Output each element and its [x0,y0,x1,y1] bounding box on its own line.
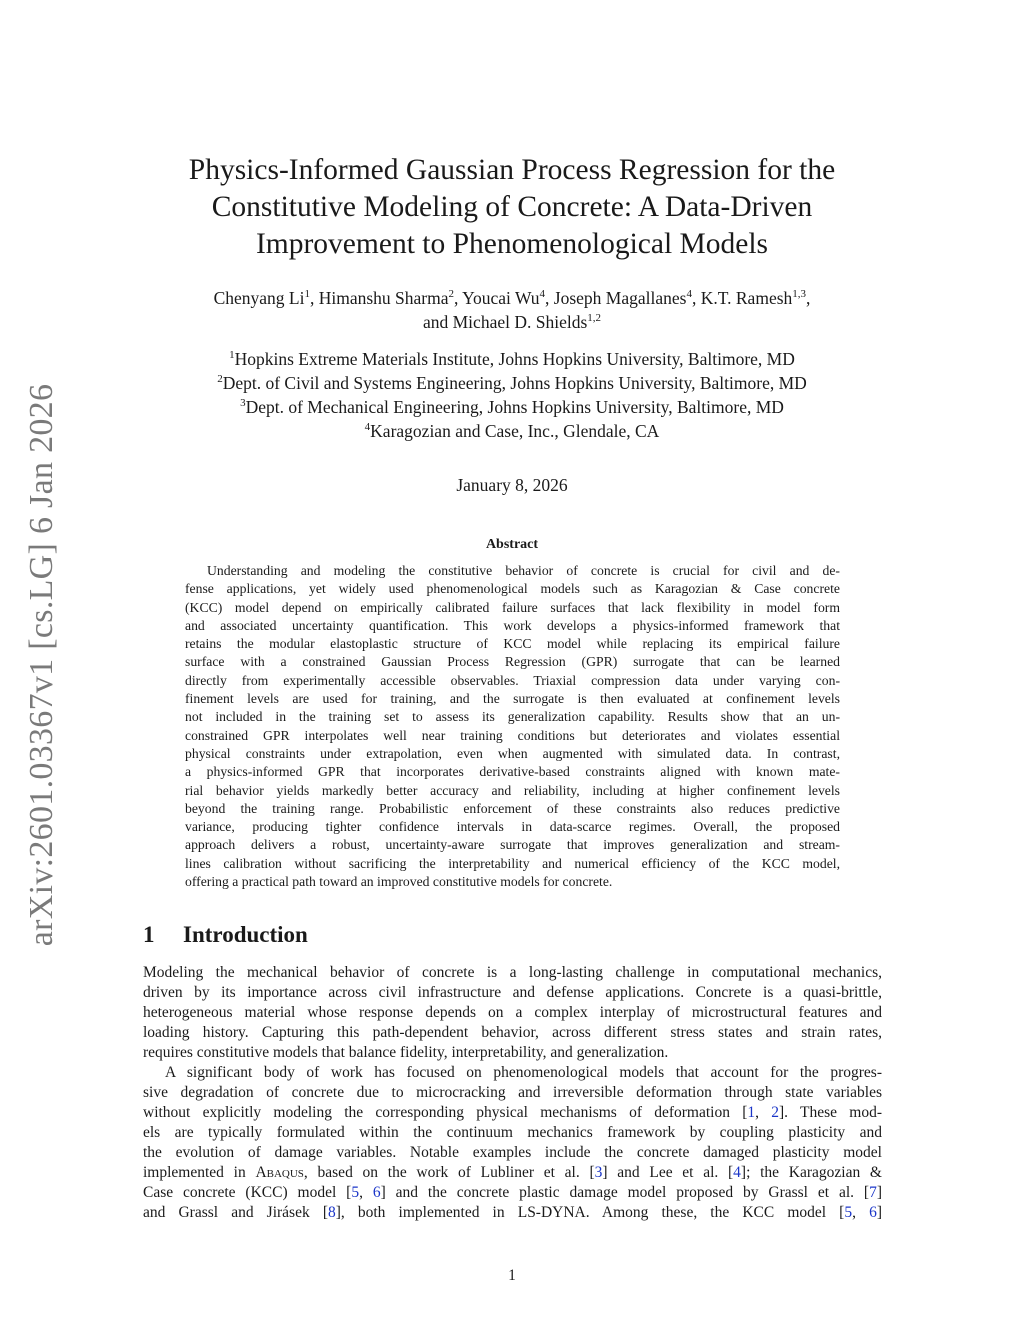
citation-link[interactable]: 1 [747,1104,756,1121]
author-affil-marker: 4 [686,288,692,301]
citation-link[interactable]: 7 [869,1184,877,1201]
paragraph-line: A significant body of work has focused on phenomenological models that account for the progres- [165,1064,882,1081]
text-run: ] and the concrete plastic damage model proposed by Grassl et al. [ [380,1184,870,1201]
affiliation-marker: 1 [229,349,235,362]
abstract-line: beyond the training range. Probabilistic enforcement of these constraints also reduces predictive [185,800,840,816]
author-affil-marker: 1 [304,288,310,301]
text-run: ] [876,1184,883,1201]
abstract-line: retains the modular elastoplastic structure of KCC model while replacing its empirical failure [185,636,840,652]
abstract-line: finement levels are used for training, and the surrogate is then evaluated at confinement levels [185,691,840,707]
title-line: Improvement to Phenomenological Models [255,228,769,260]
abstract-line: approach delivers a robust, uncertainty-aware surrogate that improves generalization and stream- [185,837,840,853]
affiliation-marker: 2 [217,373,223,386]
abstract-line: Understanding and modeling the constitutive behavior of concrete is crucial for civil and de- [207,563,840,578]
paragraph-line: Case concrete (KCC) model [5, 6] and the concrete plastic damage model proposed by Grassl et al. [7] [143,1184,883,1201]
author-affil-marker: 1,2 [587,312,602,325]
citation-link[interactable]: 6 [372,1184,381,1201]
abstract-line: and associated uncertainty quantification. This work develops a physics-informed framework that [185,617,840,633]
paragraph-line: els are typically formulated within the continuum mechanics framework by coupling plasticity and [143,1124,882,1141]
abstract-line: a physics-informed GPR that incorporates derivative-based constraints aligned with known mate- [185,764,840,780]
paragraph-line: requires constitutive models that balance fidelity, interpretability, and generalization. [143,1044,669,1061]
affiliation-text: Dept. of Civil and Systems Engineering, Johns Hopkins University, Baltimore, MD [222,373,807,393]
introduction-body [143,963,882,1223]
author-line: Chenyang Li$^1$, Himanshu Sharma$^2$, Youcai Wu$^4$, Joseph Magallanes$^4$, K.T. Ramesh$^{1,3}$, [213,288,811,308]
abstract-line: physical constraints under extrapolation, even when augmented with simulated data. In contrast, [185,745,840,761]
software-name: Abaqus [255,1164,304,1181]
affiliation-list [120,347,904,443]
paragraph-line: and Grassl and Jirásek [8], both implemented in LS-DYNA. Among these, the KCC model [5, 6] [143,1204,882,1221]
title-line: Physics-Informed Gaussian Process Regression for the [188,154,836,186]
abstract-line: fense applications, yet widely used phenomenological models such as Karagozian & Case concrete [185,581,840,597]
abstract-line: offering a practical path toward an improved constitutive models for concrete. [185,874,613,890]
publication-date: January 8, 2026 [456,475,568,495]
paragraph-line: sive degradation of concrete due to microcracking and irreversible deformation through state variables [143,1084,882,1101]
author-affil-marker: 4 [539,288,546,301]
affiliation [120,395,904,419]
abstract-line: rial behavior yields markedly better accuracy and reliability, including at higher confinement levels [185,782,840,798]
text-run: ]. These mod- [779,1104,882,1121]
text-run: ] and Lee et al. [ [602,1164,734,1181]
affiliation-marker: 3 [240,397,246,410]
section-number: 1 [143,922,155,947]
author-list [120,286,904,334]
text-run: ]; the Karagozian & [740,1164,882,1181]
citation-link[interactable]: 3 [594,1164,603,1181]
text-run: and Grassl and Jirásek [ [143,1204,328,1221]
text-run: ] [876,1204,882,1221]
citation-link[interactable]: 4 [733,1164,741,1181]
text-run: , based on the work of Lubliner et al. [ [303,1164,595,1181]
paragraph-line: heterogeneous material whose response depends on a complex interplay of microstructural features and [143,1004,882,1021]
abstract-line: lines calibration without sacrificing the interpretability and numerical efficiency of the KCC model, [185,855,840,871]
abstract-heading: Abstract [485,537,539,552]
text-run: implemented in [143,1164,256,1181]
citation-link[interactable]: 6 [869,1204,877,1221]
abstract-text [185,562,840,891]
author-affil-marker: 2 [448,288,455,301]
text-run: ], both implemented in LS-DYNA. Among these, the KCC model [ [335,1204,845,1221]
abstract-line: surface with a constrained Gaussian Process Regression (GPR) surrogate that can be learned [185,654,840,670]
text-run: without explicitly modeling the corresponding physical mechanisms of deformation [ [143,1104,748,1121]
affiliation-text: Hopkins Extreme Materials Institute, Johns Hopkins University, Baltimore, MD [234,349,795,369]
paragraph-line: loading history. Capturing this path-dependent behavior, across different stress states and strain rates, [143,1024,882,1041]
affiliation-marker: 4 [364,421,371,434]
abstract-line: directly from experimentally accessible observables. Triaxial compression data under varying con- [185,672,840,688]
text-run: Case concrete (KCC) model [ [143,1184,352,1201]
abstract-line: not included in the training set to assess its generalization capability. Results show that an un- [185,709,840,725]
title-line: Constitutive Modeling of Concrete: A Data-Driven [211,191,813,223]
affiliation [120,347,904,371]
author-name: K.T. Ramesh [700,288,793,308]
citation-link[interactable]: 2 [771,1104,780,1121]
affiliation-text: Dept. of Mechanical Engineering, Johns Hopkins University, Baltimore, MD [245,397,784,417]
section-heading-introduction [143,921,308,949]
paper-title [140,152,884,263]
arxiv-identifier[interactable]: arXiv:2601.03367v1 [cs.LG] 6 Jan 2026 [23,383,60,947]
section-title: Introduction [183,922,308,947]
citation-link[interactable]: 5 [351,1184,360,1201]
abstract-line: (KCC) model depend on empirically calibrated failure surfaces that lack flexibility in model form [185,599,840,615]
abstract-line: variance, producing tighter confidence intervals in data-scarce regimes. Overall, the proposed [185,819,840,835]
author-name: and Michael D. Shields [422,312,588,332]
paragraph-line: Modeling the mechanical behavior of concrete is a long-lasting challenge in computational mechanics, [143,964,882,981]
author-name: Himanshu Sharma [318,288,449,308]
author-line [120,310,904,334]
author-name: Joseph Magallanes [553,288,687,308]
paragraph-line: the evolution of damage variables. Notable examples include the concrete damaged plasticity model [143,1144,882,1161]
paragraph-line: without explicitly modeling the corresponding physical mechanisms of deformation [1, 2]. These mod- [143,1104,882,1121]
author-name: Chenyang Li [213,288,305,308]
author-affil-marker: 1,3 [792,288,807,301]
author-name: Youcai Wu [462,288,540,308]
citation-link[interactable]: 5 [844,1204,853,1221]
paragraph-line [143,1163,882,1183]
affiliation [120,419,904,443]
abstract-line: constrained GPR interpolates well near training conditions but deteriorates and violates essential [185,727,840,743]
paragraph-line: driven by its importance across civil infrastructure and defense applications. Concrete is a quasi-brittle, [143,984,882,1001]
citation-link[interactable]: 8 [327,1204,336,1221]
affiliation [120,371,904,395]
affiliation-text: Karagozian and Case, Inc., Glendale, CA [370,421,660,441]
page-number: 1 [508,1267,516,1284]
